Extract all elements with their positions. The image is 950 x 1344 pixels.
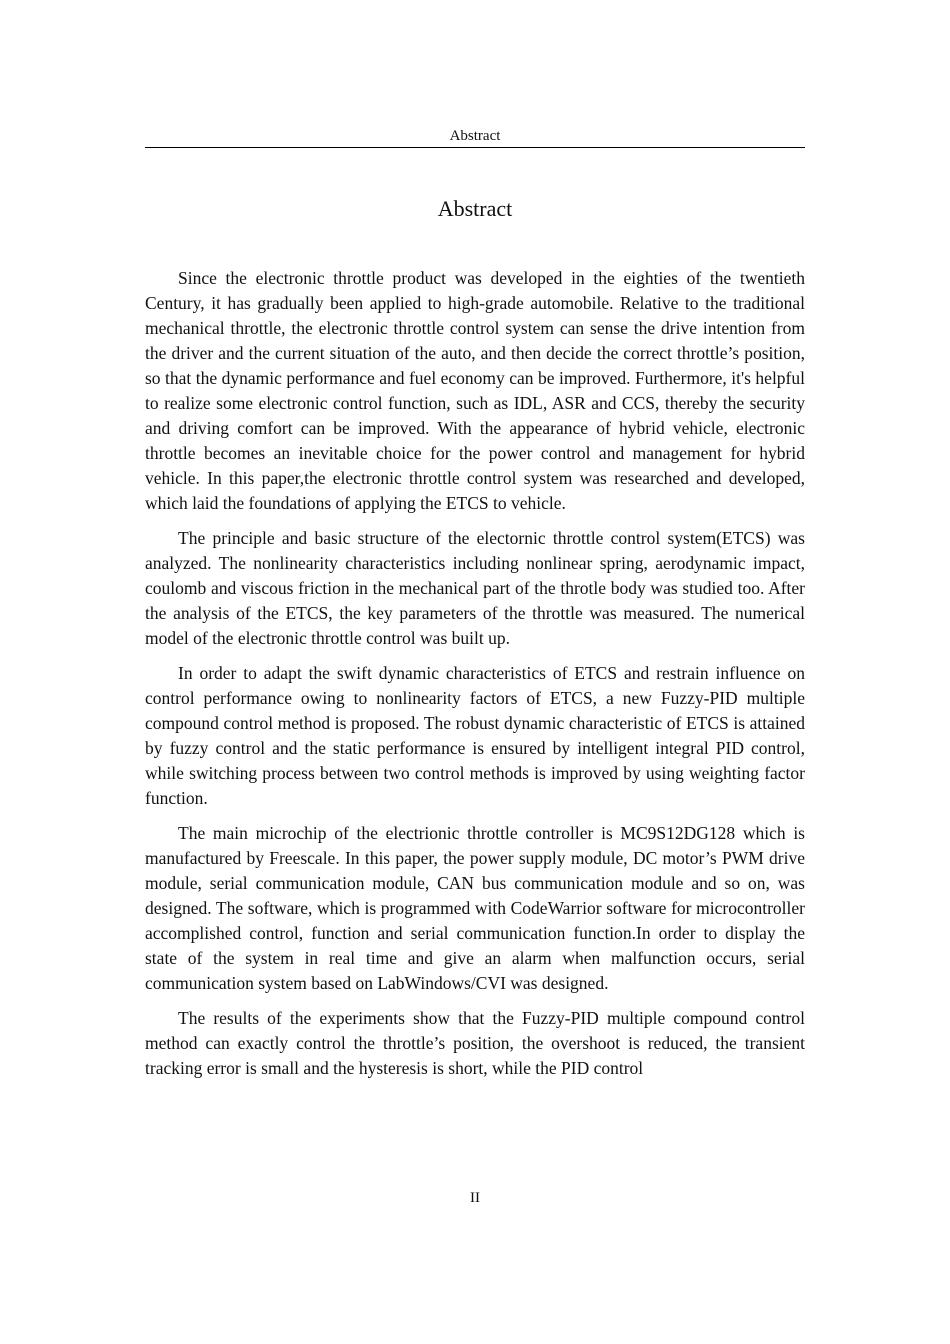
running-header: Abstract <box>449 128 501 144</box>
abstract-paragraph-2: The principle and basic structure of the electornic throttle control system(ETCS) was analyzed. The nonlinearity characteristics including nonlinear spring, aerodynamic impact, coulomb and viscous friction in the mechanical part of the throtle body was studied too. After the analysis of the ETCS, the key parameters of the throttle was measured. The numerical model of the electronic throttle control was built up. <box>145 528 805 648</box>
abstract-paragraph-4: The main microchip of the electrionic throttle controller is MC9S12DG128 which is manufactured by Freescale. In this paper, the power supply module, DC motor’s PWM drive module, serial communication module, CAN bus communication module and so on, was designed. The software, which is programmed with CodeWarrior software for microcontroller accomplished control, function and serial communication function.In order to display the state of the system in real time and give an alarm when malfunction occurs, serial communication system based on LabWindows/CVI was designed. <box>145 823 805 993</box>
abstract-paragraph-3: In order to adapt the swift dynamic characteristics of ETCS and restrain influence on control performance owing to nonlinearity factors of ETCS, a new Fuzzy-PID multiple compound control method is proposed. The robust dynamic characteristic of ETCS is attained by fuzzy control and the static performance is ensured by intelligent integral PID control, while switching process between two control methods is improved by using weighting factor function. <box>145 663 805 808</box>
abstract-paragraph-5: The results of the experiments show that the Fuzzy-PID multiple compound control method can exactly control the throttle’s position, the overshoot is reduced, the transient tracking error is small and the hysteresis is short, while the PID control <box>145 1008 805 1078</box>
abstract-paragraph-1: Since the electronic throttle product was developed in the eighties of the twentieth Century, it has gradually been applied to high-grade automobile. Relative to the traditional mechanical throttle, the electronic throttle control system can sense the drive intention from the driver and the current situation of the auto, and then decide the correct throttle’s position, so that the dynamic performance and fuel economy can be improved. Furthermore, it's helpful to realize some electronic control function, such as IDL, ASR and CCS, thereby the security and driving comfort can be improved. With the appearance of hybrid vehicle, electronic throttle becomes an inevitable choice for the power control and management for hybrid vehicle. In this paper,the electronic throttle control system was researched and developed, which laid the foundations of applying the ETCS to vehicle. <box>145 268 805 513</box>
header-rule <box>145 147 805 148</box>
page-number: II <box>470 1190 480 1206</box>
page-title: Abstract <box>437 196 513 221</box>
abstract-body <box>145 266 805 1091</box>
